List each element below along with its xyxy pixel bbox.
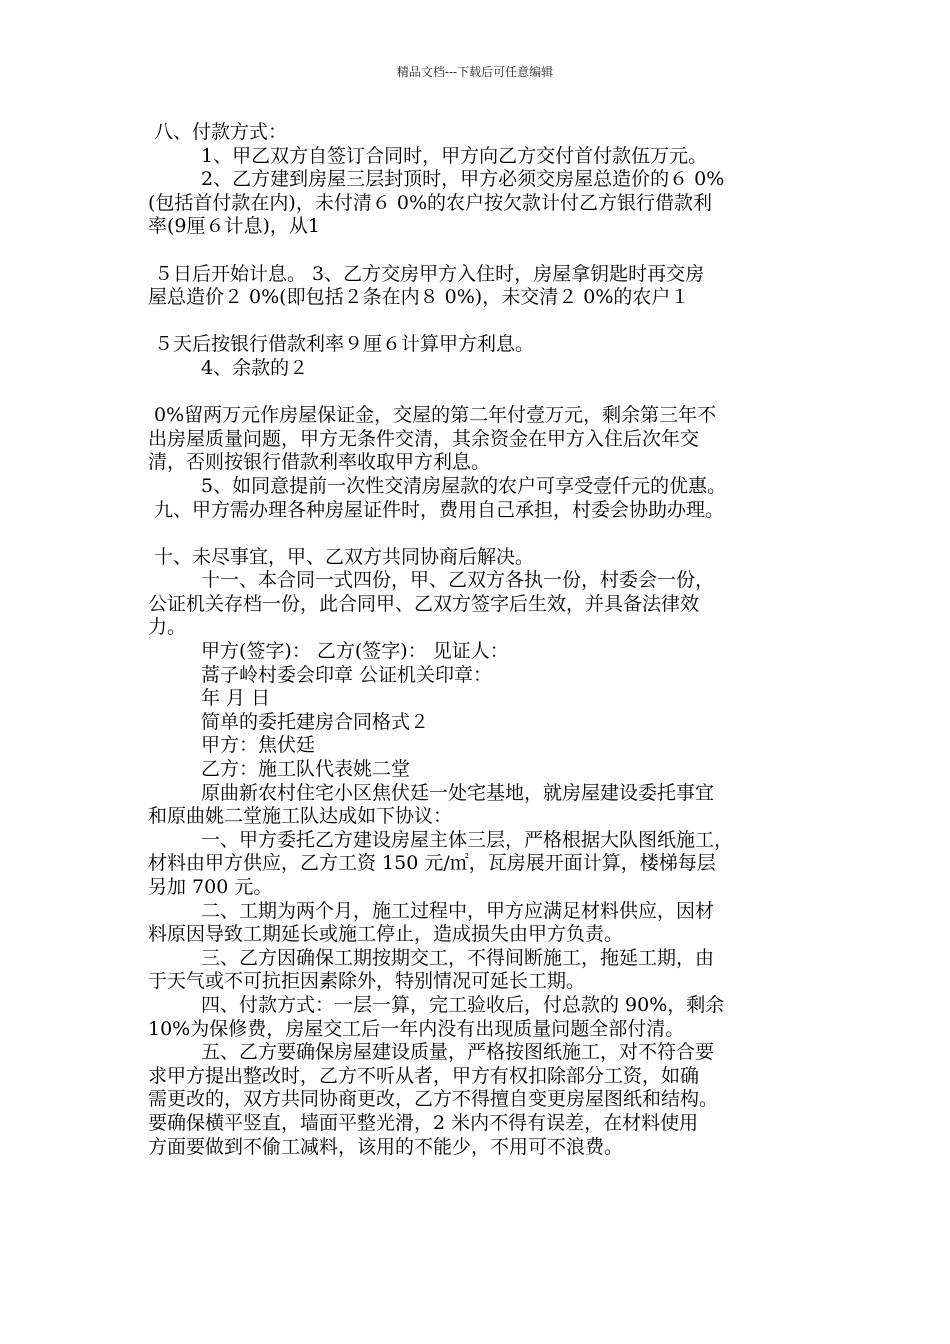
text-line: 蒿子岭村委会印章 公证机关印章： — [201, 663, 493, 686]
text-line: 清，否则按银行借款利率收取甲方利息。 — [148, 451, 491, 474]
text-line: 0%留两万元作房屋保证金，交屋的第二年付壹万元，剩余第三年不 — [154, 404, 717, 427]
text-line: 三、乙方因确保工期按期交工，不得间断施工，拖延工期，由 — [201, 946, 715, 969]
text-line: 甲方：焦伏廷 — [201, 734, 316, 757]
text-line: 和原曲姚二堂施工队达成如下协议： — [148, 805, 453, 828]
blank-line — [148, 522, 813, 546]
text-line: 八、付款方式： — [154, 121, 288, 143]
text-line: ５日后开始计息。 3、乙方交房甲方入住时，房屋拿钥匙时再交房 — [154, 262, 705, 285]
text-line: 料原因导致工期延长或施工停止，造成损失由甲方负责。 — [148, 923, 624, 946]
text-line: 四、付款方式：一层一算，完工验收后，付总款的 90%，剩余 — [201, 993, 725, 1016]
text-line: 求甲方提出整改时，乙方不听从者，甲方有权扣除部分工资，如确 — [148, 1064, 700, 1087]
page-header: 精品文档---下载后可任意编辑 — [396, 65, 554, 79]
text-line: 率(9厘６计息)，从1 — [148, 215, 321, 238]
text-line: ５天后按银行借款利率９厘６计算甲方利息。 — [154, 333, 535, 356]
text-line: 年 月 日 — [201, 687, 271, 710]
text-line: 出房屋质量问题，甲方无条件交清，其余资金在甲方入住后次年交 — [148, 427, 700, 450]
text-line: 乙方：施工队代表姚二堂 — [201, 758, 411, 781]
document-body — [148, 121, 813, 1159]
blank-line — [148, 239, 813, 263]
text-line: 材料由甲方供应，乙方工资 150 元/㎡，瓦房展开面计算，楼梯每层 — [148, 852, 716, 875]
text-line: 2、乙方建到房屋三层封顶时，甲方必须交房屋总造价的６ 0% — [201, 168, 725, 191]
text-line: 1、甲乙双方自签订合同时，甲方向乙方交付首付款伍万元。 — [201, 144, 708, 167]
text-line: 一、甲方委托乙方建设房屋主体三层，严格根据大队图纸施工， — [201, 828, 734, 851]
text-line: 于天气或不可抗拒因素除外，特别情况可延长工期。 — [148, 970, 586, 993]
text-line: 原曲新农村住宅小区焦伏廷一处宅基地，就房屋建设委托事宜 — [201, 781, 715, 804]
text-line: 4、余款的２ — [201, 356, 309, 379]
text-line: 要确保横平竖直，墙面平整光滑，2 米内不得有误差，在材料使用 — [148, 1111, 699, 1134]
text-line: 简单的委托建房合同格式２ — [201, 710, 430, 733]
text-line: 公证机关存档一份，此合同甲、乙双方签字后生效，并具备法律效 — [148, 592, 700, 615]
text-line: 另加 700 元。 — [148, 876, 273, 898]
text-line: 屋总造价２ 0%(即包括２条在内８ 0%)，未交清２ 0%的农户１ — [148, 286, 690, 309]
blank-line — [148, 381, 813, 405]
text-line: 5、如同意提前一次性交清房屋款的农户可享受壹仟元的优惠。 — [201, 474, 727, 497]
blank-line — [148, 310, 813, 334]
text-line: 需更改的，双方共同协商更改，乙方不得擅自变更房屋图纸和结构。 — [148, 1088, 719, 1111]
text-line: 十一、本合同一式四份，甲、乙双方各执一份，村委会一份， — [201, 569, 715, 592]
text-line: 力。 — [148, 616, 187, 639]
text-line: 10%为保修费，房屋交工后一年内没有出现质量问题全部付清。 — [148, 1017, 685, 1040]
text-line: (包括首付款在内)，未付清６ 0%的农户按欠款计付乙方银行借款利 — [148, 191, 713, 214]
text-line: 二、工期为两个月，施工过程中，甲方应满足材料供应，因材 — [201, 899, 715, 922]
text-line: 方面要做到不偷工减料，该用的不能少，不用可不浪费。 — [148, 1135, 624, 1158]
text-line: 十、未尽事宜，甲、乙双方共同协商后解决。 — [154, 545, 535, 568]
text-line: 五、乙方要确保房屋建设质量，严格按图纸施工，对不符合要 — [201, 1041, 715, 1064]
text-line: 甲方(签字)： 乙方(签字)： 见证人： — [201, 640, 509, 663]
text-line: 九、甲方需办理各种房屋证件时，费用自己承担，村委会协助办理。 — [154, 498, 725, 521]
